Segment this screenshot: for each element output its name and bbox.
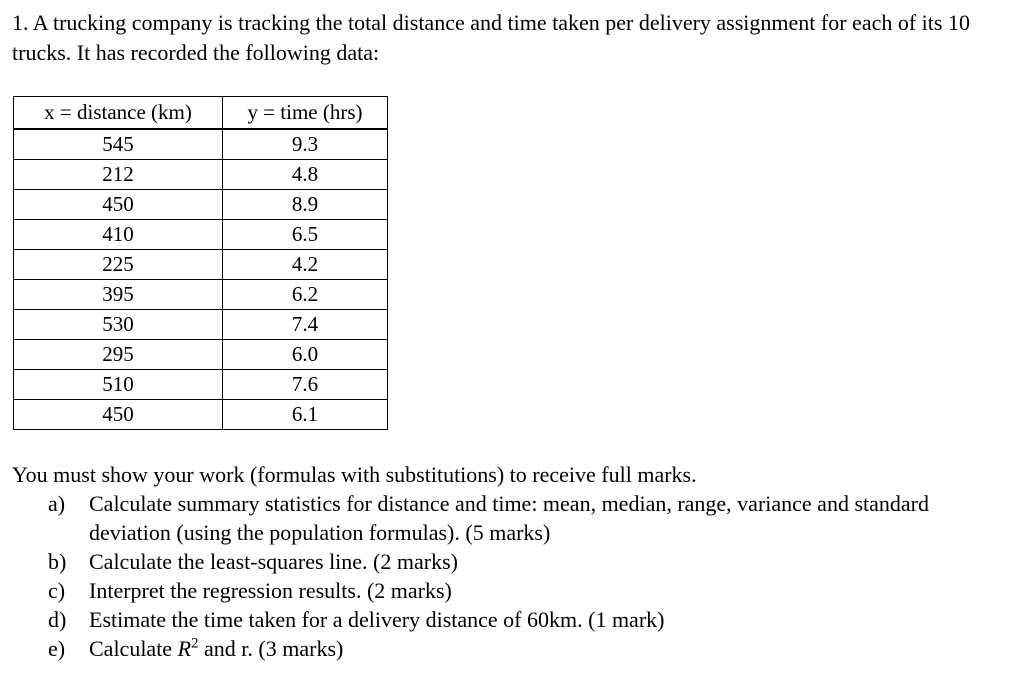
distance-cell: 450 bbox=[14, 190, 223, 220]
table-row bbox=[14, 400, 388, 430]
distance-cell: 530 bbox=[14, 310, 223, 340]
part-text: Interpret the regression results. (2 marks) bbox=[89, 578, 452, 603]
time-cell: 6.2 bbox=[223, 280, 388, 310]
part-text bbox=[89, 634, 998, 663]
data-table bbox=[13, 96, 388, 430]
part-b bbox=[48, 547, 998, 576]
part-c bbox=[48, 576, 998, 605]
table-row bbox=[14, 190, 388, 220]
time-cell: 4.2 bbox=[223, 250, 388, 280]
time-cell: 8.9 bbox=[223, 190, 388, 220]
table-row bbox=[14, 340, 388, 370]
distance-cell: 225 bbox=[14, 250, 223, 280]
time-cell: 9.3 bbox=[223, 129, 388, 160]
table-row bbox=[14, 129, 388, 160]
time-cell: 7.4 bbox=[223, 310, 388, 340]
time-cell: 7.6 bbox=[223, 370, 388, 400]
table-row bbox=[14, 160, 388, 190]
part-label: b) bbox=[48, 549, 67, 574]
part-e bbox=[48, 634, 998, 663]
table-row bbox=[14, 220, 388, 250]
part-text-before: Calculate bbox=[89, 636, 178, 661]
r-squared-variable: R bbox=[177, 636, 192, 661]
part-text: Calculate summary statistics for distance and time: mean, median, range, variance and standard deviation (using the population formulas). (5 marks) bbox=[89, 491, 929, 545]
question-intro: 1. A trucking company is tracking the total distance and time taken per delivery assignment for each of its 10 trucks. It has recorded the following data: bbox=[12, 10, 970, 65]
time-cell: 6.0 bbox=[223, 340, 388, 370]
part-label: c) bbox=[48, 578, 66, 603]
distance-cell: 295 bbox=[14, 340, 223, 370]
time-cell: 6.5 bbox=[223, 220, 388, 250]
distance-cell: 395 bbox=[14, 280, 223, 310]
instructions: You must show your work (formulas with substitutions) to receive full marks. bbox=[12, 462, 697, 487]
table-row bbox=[14, 280, 388, 310]
header-distance: x = distance (km) bbox=[14, 97, 223, 130]
part-text-after: and r. (3 marks) bbox=[198, 636, 344, 661]
table-row bbox=[14, 310, 388, 340]
time-cell: 4.8 bbox=[223, 160, 388, 190]
part-text: Estimate the time taken for a delivery distance of 60km. (1 mark) bbox=[89, 607, 665, 632]
part-label: a) bbox=[48, 491, 66, 516]
part-a bbox=[48, 489, 998, 547]
part-label: d) bbox=[48, 607, 67, 632]
distance-cell: 545 bbox=[14, 129, 223, 160]
distance-cell: 450 bbox=[14, 400, 223, 430]
table-header-row bbox=[14, 97, 388, 130]
question-parts bbox=[48, 489, 998, 663]
part-d bbox=[48, 605, 998, 634]
time-cell: 6.1 bbox=[223, 400, 388, 430]
distance-cell: 212 bbox=[14, 160, 223, 190]
table-row bbox=[14, 370, 388, 400]
table-row bbox=[14, 250, 388, 280]
distance-cell: 510 bbox=[14, 370, 223, 400]
r-squared-exponent: 2 bbox=[191, 635, 199, 652]
header-time: y = time (hrs) bbox=[223, 97, 388, 130]
distance-cell: 410 bbox=[14, 220, 223, 250]
part-text: Calculate the least-squares line. (2 marks) bbox=[89, 549, 458, 574]
part-label: e) bbox=[48, 636, 66, 661]
